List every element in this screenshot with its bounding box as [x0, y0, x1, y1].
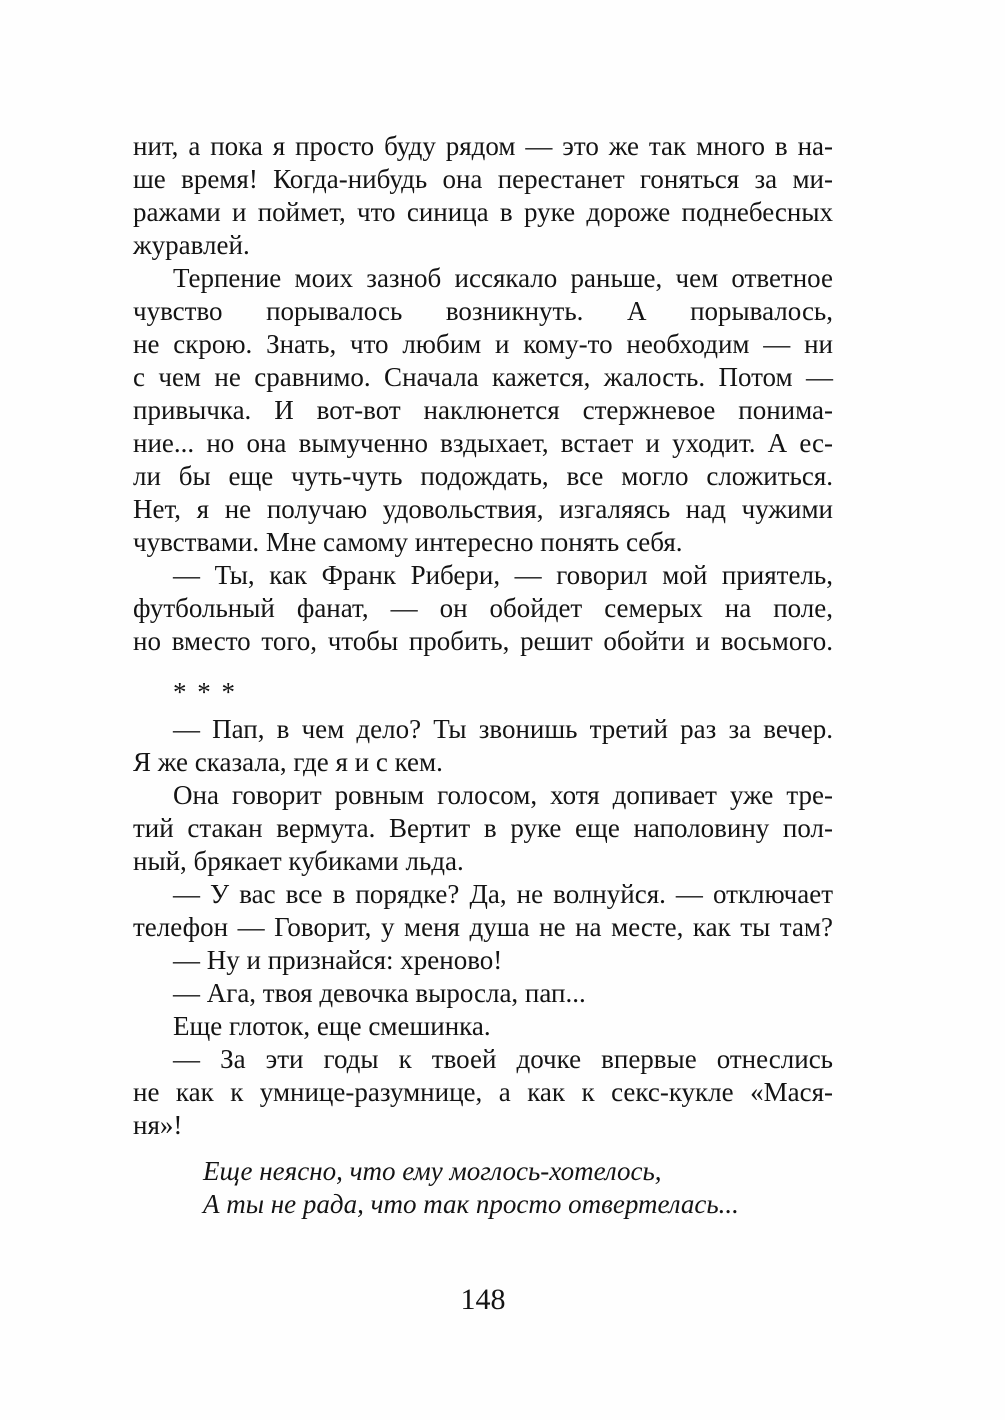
text-line: Терпение моих зазноб иссякало раньше, чем ответное: [173, 263, 833, 293]
text-line: ше время! Когда-нибудь она перестанет гоняться за ми-: [133, 164, 833, 194]
text-line: чувство порывалось возникнуть. А порывалось,: [133, 296, 833, 326]
text-line: футбольный фанат, — он обойдет семерых на поле,: [133, 593, 833, 623]
paragraph: [133, 130, 833, 262]
text-line: — Ага, твоя девочка выросла, пап...: [173, 978, 586, 1008]
text-line: привычка. И вот-вот наклюнется стержневое понима-: [133, 395, 833, 425]
paragraph: [133, 779, 833, 878]
text-line: ражами и поймет, что синица в руке дороже поднебесных: [133, 197, 833, 227]
text-line: с чем не сравнимо. Сначала кажется, жалость. Потом —: [133, 362, 833, 392]
page-number: 148: [460, 1283, 506, 1316]
text-line: ня»!: [133, 1110, 183, 1140]
text-line: ли бы еще чуть-чуть подождать, все могло сложиться.: [133, 461, 833, 491]
text-line: не как к умнице-разумнице, а как к секс-кукле «Мася-: [133, 1077, 833, 1107]
text-line: журавлей.: [133, 230, 250, 260]
text-line: — Пап, в чем дело? Ты звонишь третий раз за вечер.: [173, 714, 833, 744]
paragraph: [133, 1043, 833, 1142]
text-line: телефон — Говорит, у меня душа не на месте, как ты там?: [133, 912, 833, 942]
text-line: нит, а пока я просто буду рядом — это же так много в на-: [133, 131, 833, 161]
text-line: чувствами. Мне самому интересно понять себя.: [133, 527, 683, 557]
verse-line: Еще неясно, что ему моглось-хотелось,: [203, 1156, 662, 1186]
paragraph: [133, 977, 833, 1010]
verse-line: А ты не рада, что так просто отвертелась...: [203, 1189, 739, 1219]
text-line: Я же сказала, где я и с кем.: [133, 747, 443, 777]
text-line: Нет, я не получаю удовольствия, изгаляясь над чужими: [133, 494, 833, 524]
paragraph: [133, 262, 833, 559]
text-line: — За эти годы к твоей дочке впервые отнеслись: [173, 1044, 833, 1074]
text-line: — У вас все в порядке? Да, не волнуйся. — отключает: [173, 879, 833, 909]
text-line: Она говорит ровным голосом, хотя допивает уже тре-: [173, 780, 833, 810]
text-block: [133, 130, 833, 1316]
text-line: тий стакан вермута. Вертит в руке еще наполовину пол-: [133, 813, 833, 843]
body-text: [133, 130, 833, 1221]
text-line: не скрою. Знать, что любим и кому-то необходим — ни: [133, 329, 833, 359]
paragraph: [133, 878, 833, 944]
text-line: — Ну и признайся: хреново!: [173, 945, 503, 975]
text-line: Еще глоток, еще смешинка.: [173, 1011, 491, 1041]
text-line: ние... но она вымученно вздыхает, встает и уходит. А ес-: [133, 428, 833, 458]
text-line: — Ты, как Франк Рибери, — говорил мой приятель,: [173, 560, 833, 590]
paragraph: [133, 713, 833, 779]
verse-quote: [133, 1155, 833, 1221]
paragraph: [133, 944, 833, 977]
paragraph: [133, 559, 833, 658]
text-line: ный, брякает кубиками льда.: [133, 846, 464, 876]
section-separator: * * *: [173, 677, 237, 707]
text-line: но вместо того, чтобы пробить, решит обойти и восьмого.: [133, 626, 833, 656]
paragraph: [133, 1010, 833, 1043]
